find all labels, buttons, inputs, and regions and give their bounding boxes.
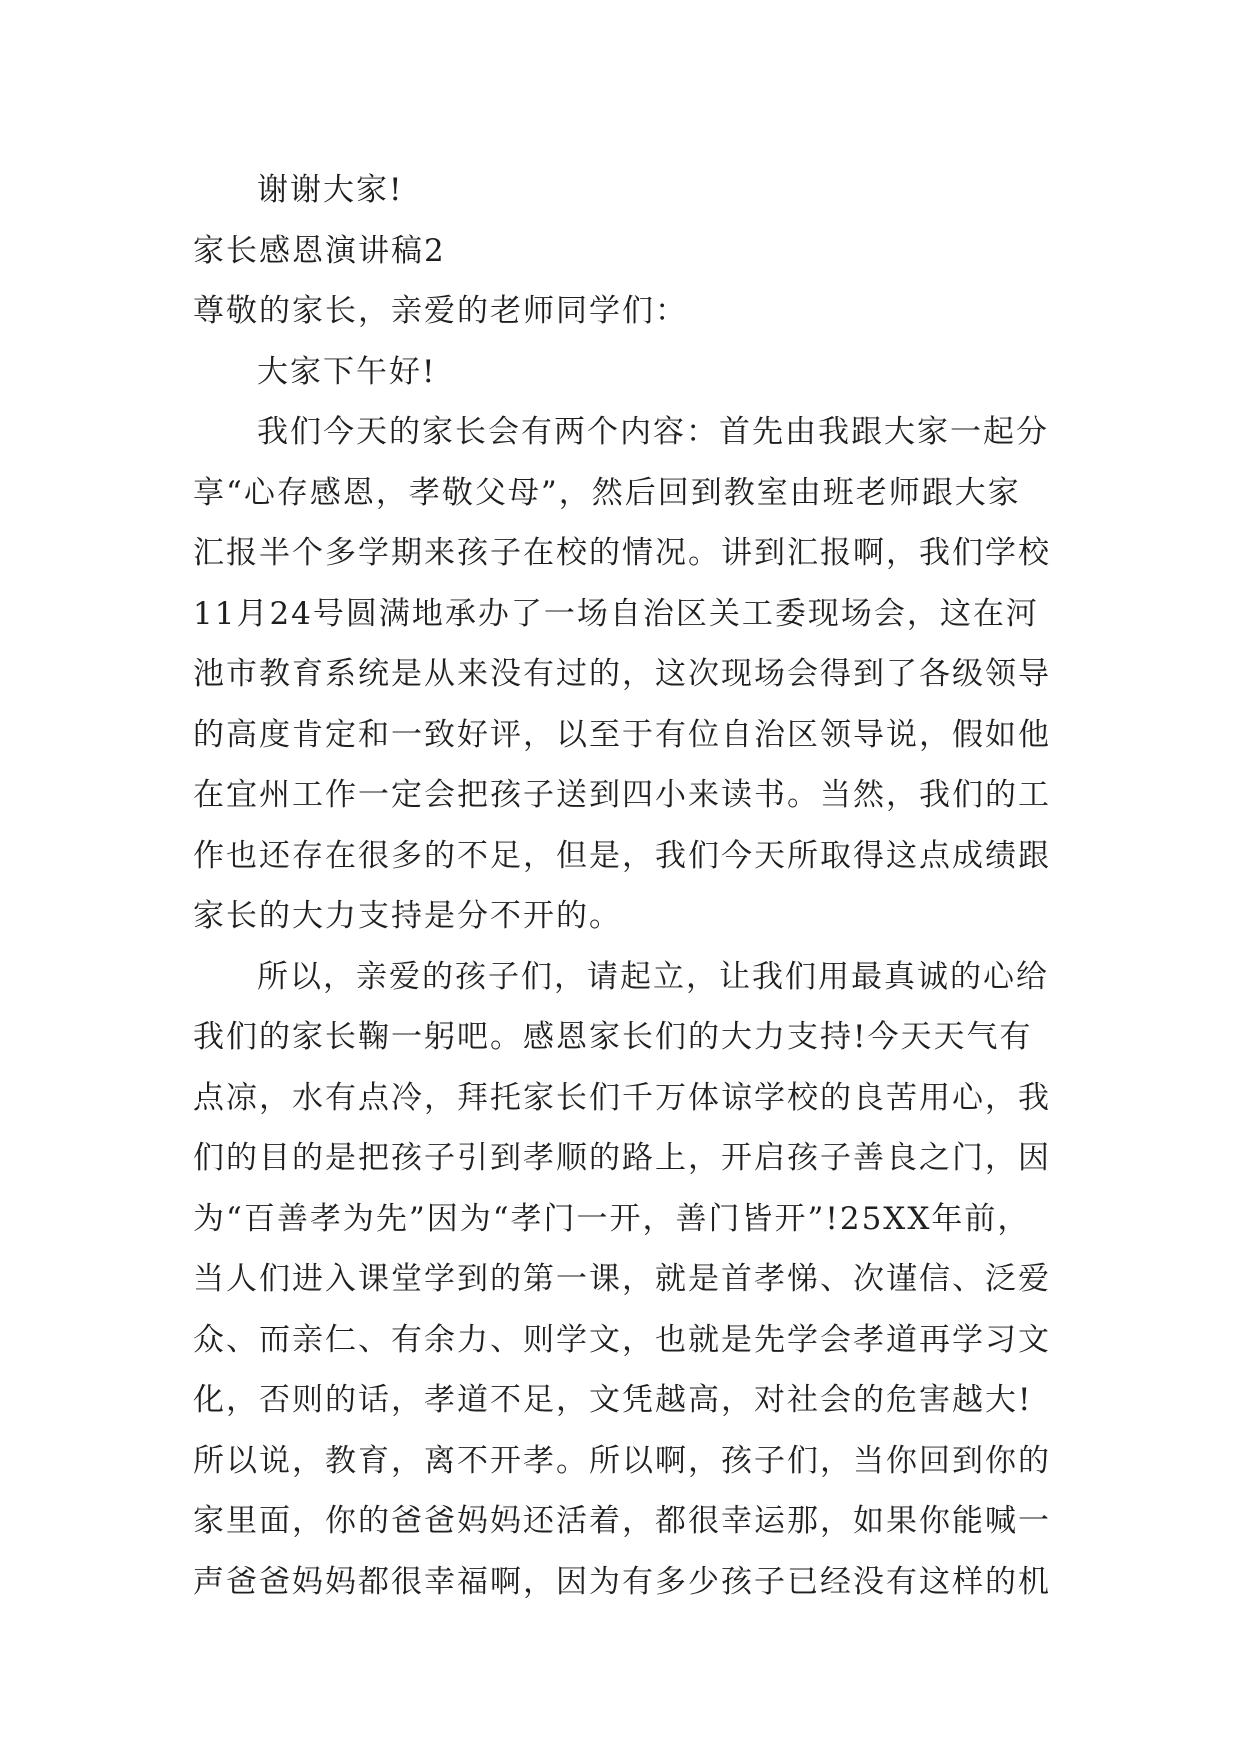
paragraph-line: 家长的大力支持是分不开的。 xyxy=(193,898,622,934)
document-body xyxy=(193,160,1053,1612)
closing-line: 谢谢大家! xyxy=(257,172,404,208)
paragraph-line: 我们今天的家长会有两个内容：首先由我跟大家一起分 xyxy=(257,414,1049,450)
paragraph-line: 众、而亲仁、有余力、则学文，也就是先学会孝道再学习文 xyxy=(193,1321,1051,1358)
paragraph-line: 的高度肯定和一致好评，以至于有位自治区领导说，假如他 xyxy=(193,716,1051,753)
paragraph-line: 所以说，教育，离不开孝。所以啊，孩子们，当你回到你的 xyxy=(193,1442,1051,1479)
paragraph-line: 点凉，水有点冷，拜托家长们千万体谅学校的良苦用心，我 xyxy=(193,1079,1051,1116)
paragraph-line: 所以，亲爱的孩子们，请起立，让我们用最真诚的心给 xyxy=(257,958,1049,995)
paragraph-line: 声爸爸妈妈都很幸福啊，因为有多少孩子已经没有这样的机 xyxy=(193,1563,1051,1600)
paragraph-line: 在宜州工作一定会把孩子送到四小来读书。当然，我们的工 xyxy=(193,777,1051,813)
paragraph-line: 当人们进入课堂学到的第一课，就是首孝悌、次谨信、泛爱 xyxy=(193,1261,1051,1297)
section-title: 家长感恩演讲稿2 xyxy=(193,232,446,269)
paragraph-line: 享“心存感恩，孝敬父母”，然后回到教室由班老师跟大家 xyxy=(193,474,1021,511)
paragraph-line: 11月24号圆满地承办了一场自治区关工委现场会，这在河 xyxy=(193,595,1039,632)
paragraph-line: 化，否则的话，孝道不足，文凭越高，对社会的危害越大! xyxy=(193,1382,1033,1418)
paragraph-line: 汇报半个多学期来孩子在校的情况。讲到汇报啊，我们学校 xyxy=(193,535,1051,571)
paragraph-line: 们的目的是把孩子引到孝顺的路上，开启孩子善良之门，因 xyxy=(193,1140,1051,1176)
paragraph-line: 作也还存在很多的不足，但是，我们今天所取得这点成绩跟 xyxy=(193,837,1051,874)
greeting: 大家下午好! xyxy=(257,353,437,390)
paragraph-line: 池市教育系统是从来没有过的，这次现场会得到了各级领导 xyxy=(193,656,1051,692)
paragraph-line: 为“百善孝为先”因为“孝门一开，善门皆开”!25XX年前， xyxy=(193,1200,1031,1237)
paragraph-line: 我们的家长鞠一躬吧。感恩家长们的大力支持!今天天气有 xyxy=(193,1019,1033,1055)
paragraph-line: 家里面，你的爸爸妈妈还活着，都很幸运那，如果你能喊一 xyxy=(193,1503,1051,1539)
salutation: 尊敬的家长，亲爱的老师同学们： xyxy=(193,293,688,329)
